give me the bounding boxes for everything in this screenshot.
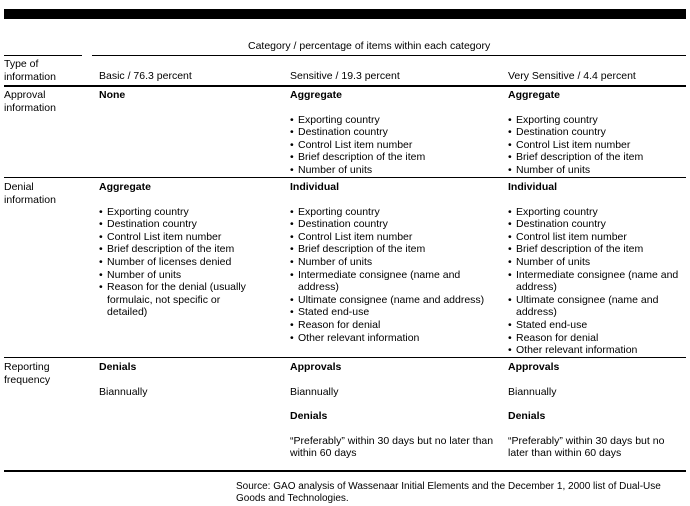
cell-heading: None [99,89,126,101]
frequency-text: Biannually [99,385,148,398]
cell-heading: Approvals [508,361,560,373]
list-item: • Ultimate consignee (name and address) [290,294,502,307]
frequency-text: Biannually [508,385,557,398]
cell-heading: Denials [290,410,328,423]
list-item: • Control List item number [508,139,683,152]
list-item: • Number of units [508,164,683,177]
list-item: • Brief description of the item [290,151,500,164]
row-label-reporting: Reporting frequency [4,361,51,386]
item-list [508,114,683,177]
list-item: • Brief description of the item [508,151,683,164]
bottom-rule [4,470,686,472]
row-divider [4,357,686,358]
item-list [290,114,500,177]
frequency-text: Biannually [290,385,339,398]
row-divider [4,177,686,178]
list-item: • Ultimate consignee (name and address) [508,294,683,319]
item-list [290,206,502,345]
type-header-overline [4,55,82,56]
category-underline [92,55,686,56]
row-label-approval: Approval information [4,89,56,114]
reporting-sensitive-cell [290,361,495,460]
list-item: • Intermediate consignee (name and address) [508,269,683,294]
list-item: • Reason for denial [290,319,502,332]
list-item: • Exporting country [290,206,502,219]
approval-very-sensitive-cell [508,89,683,177]
cell-heading: Aggregate [99,181,151,193]
source-note: Source: GAO analysis of Wassenaar Initial Elements and the December 1, 2000 list of Dual-Use Goods and Technologies. [236,481,661,504]
list-item: • Number of units [290,164,500,177]
frequency-text: “Preferably” within 30 days but no later than within 60 days [290,434,494,460]
column-header-sensitive: Sensitive / 19.3 percent [290,70,400,82]
list-item: • Number of units [99,269,259,282]
list-item: • Exporting country [508,206,683,219]
approval-sensitive-cell [290,89,500,177]
list-item: • Control List item number [290,139,500,152]
list-item: • Control list item number [508,231,683,244]
cell-heading: Individual [508,181,558,193]
cell-heading: Denials [508,410,546,423]
list-item: • Reason for the denial (usually formulaic, not specific or detailed) [99,281,247,319]
list-item: • Brief description of the item [99,243,259,256]
list-item: • Brief description of the item [508,243,683,256]
top-rule-bar [4,9,686,19]
cell-heading: Aggregate [508,89,560,101]
list-item: • Control List item number [290,231,502,244]
cell-heading: Denials [99,361,137,373]
list-item: • Destination country [290,218,502,231]
frequency-text: “Preferably” within 30 days but no later than within 60 days [508,434,665,460]
row-label-denial: Denial information [4,181,56,206]
list-item: • Stated end-use [290,306,502,319]
header-divider [4,85,686,87]
denial-basic-cell [99,181,259,319]
item-list [508,206,683,357]
list-item: • Other relevant information [290,332,502,345]
list-item: • Reason for denial [508,332,683,345]
cell-heading: Individual [290,181,340,193]
list-item: • Number of licenses denied [99,256,259,269]
list-item: • Other relevant information [508,344,683,357]
denial-sensitive-cell [290,181,502,344]
list-item: • Number of units [508,256,683,269]
denial-very-sensitive-cell [508,181,683,357]
cell-heading: Approvals [290,361,342,373]
list-item: • Destination country [508,218,683,231]
column-header-very-sensitive: Very Sensitive / 4.4 percent [508,70,636,82]
reporting-very-sensitive-cell [508,361,683,460]
list-item: • Brief description of the item [290,243,502,256]
list-item: • Exporting country [508,114,683,127]
list-item: • Number of units [290,256,502,269]
reporting-basic-cell [99,361,269,398]
list-item: • Control List item number [99,231,259,244]
list-item: • Intermediate consignee (name and address) [290,269,478,294]
list-item: • Exporting country [99,206,259,219]
list-item: • Exporting country [290,114,500,127]
approval-basic-cell [99,89,279,102]
list-item: • Stated end-use [508,319,683,332]
type-of-information-header: Type of information [4,58,56,83]
category-header: Category / percentage of items within each category [248,40,491,52]
column-header-basic: Basic / 76.3 percent [99,70,192,82]
cell-heading: Aggregate [290,89,342,101]
list-item: • Destination country [290,126,500,139]
list-item: • Destination country [99,218,259,231]
item-list [99,206,259,319]
list-item: • Destination country [508,126,683,139]
